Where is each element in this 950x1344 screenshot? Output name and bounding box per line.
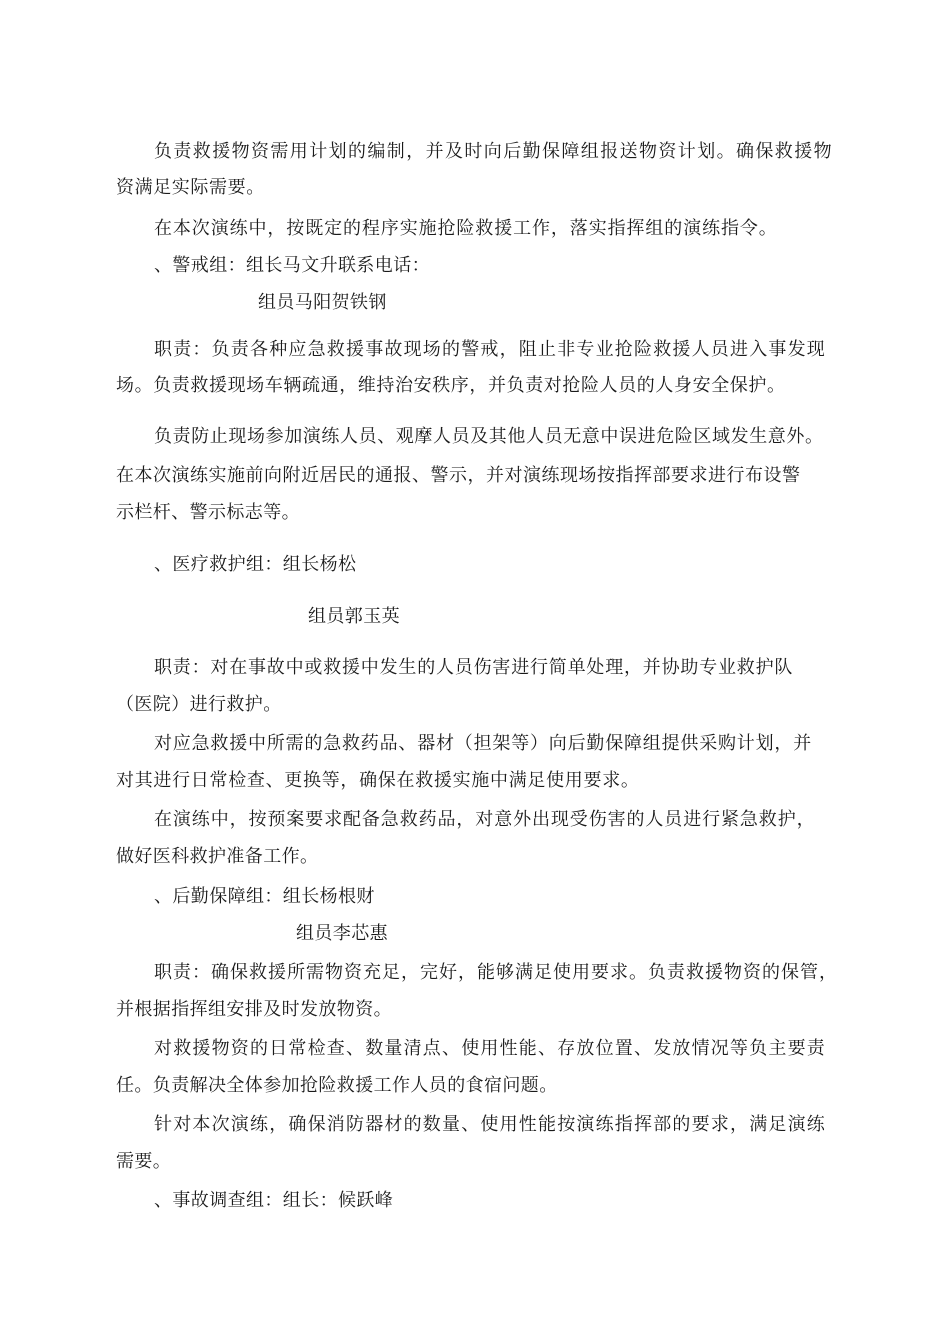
paragraph-line: 需要。 <box>116 1151 172 1172</box>
paragraph-line: 职责：确保救援所需物资充足，完好，能够满足使用要求。负责救援物资的保管， <box>154 962 838 983</box>
paragraph-line: 资满足实际需要。 <box>116 177 265 198</box>
paragraph-line: 任。负责解决全体参加抢险救援工作人员的食宿问题。 <box>116 1075 558 1096</box>
member-line: 组员李芯惠 <box>296 923 388 944</box>
section-heading: 、事故调查组：组长：候跃峰 <box>154 1190 394 1211</box>
paragraph-line: 对救援物资的日常检查、数量清点、使用性能、存放位置、发放情况等负主要责 <box>154 1038 826 1059</box>
paragraph-line: 负责防止现场参加演练人员、观摩人员及其他人员无意中误进危险区域发生意外。 <box>154 426 824 447</box>
paragraph-line: 并根据指挥组安排及时发放物资。 <box>116 999 392 1020</box>
paragraph-line: 在本次演练中，按既定的程序实施抢险救援工作，落实指挥组的演练指令。 <box>154 218 778 239</box>
paragraph-line: 负责救援物资需用计划的编制，并及时向后勤保障组报送物资计划。确保救援物 <box>154 141 833 162</box>
paragraph-line: 在演练中，按预案要求配备急救药品，对意外出现受伤害的人员进行紧急救护， <box>154 809 816 830</box>
paragraph-line: 针对本次演练，确保消防器材的数量、使用性能按演练指挥部的要求，满足演练 <box>154 1114 826 1135</box>
member-line: 组员郭玉英 <box>308 606 400 627</box>
member-line: 组员马阳贺铁钢 <box>258 292 387 313</box>
section-heading: 、医疗救护组：组长杨松 <box>154 554 357 575</box>
paragraph-line: 做好医科救护准备工作。 <box>116 846 319 867</box>
paragraph-line: 在本次演练实施前向附近居民的通报、警示，并对演练现场按指挥部要求进行布设警 <box>116 465 801 486</box>
paragraph-line: 示栏杆、警示标志等。 <box>116 502 300 523</box>
paragraph-line: （医院）进行救护。 <box>116 694 282 715</box>
paragraph-line: 场。负责救援现场车辆疏通，维持治安秩序，并负责对抢险人员的人身安全保护。 <box>116 375 786 396</box>
paragraph-line: 对应急救援中所需的急救药品、器材（担架等）向后勤保障组提供采购计划，并 <box>154 733 812 754</box>
paragraph-line: 对其进行日常检查、更换等，确保在救援实施中满足使用要求。 <box>116 770 640 791</box>
paragraph-line: 职责：负责各种应急救援事故现场的警戒，阻止非专业抢险救援人员进入事发现 <box>154 339 826 360</box>
paragraph-line: 职责：对在事故中或救援中发生的人员伤害进行简单处理，并协助专业救护队 <box>154 657 794 678</box>
section-heading: 、后勤保障组：组长杨根财 <box>154 886 375 907</box>
section-heading: 、警戒组：组长马文升联系电话： <box>154 255 430 276</box>
